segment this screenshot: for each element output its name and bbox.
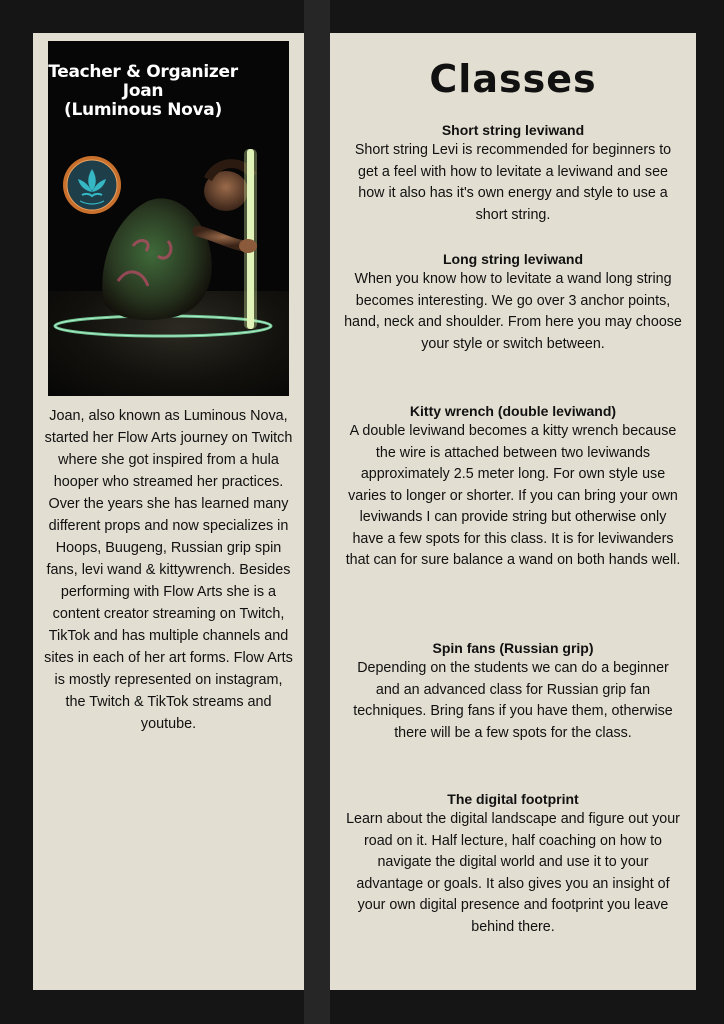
center-divider (304, 0, 330, 1024)
classes-panel (330, 33, 696, 990)
class-item (344, 120, 682, 226)
class-name: Long string leviwand (442, 251, 583, 267)
class-item (344, 401, 682, 572)
title-line-alias: (Luminous Nova) (64, 100, 222, 120)
class-item (344, 249, 682, 355)
class-item (344, 789, 682, 938)
class-name: Kitty wrench (double leviwand) (409, 403, 617, 419)
title-line-name: Joan (122, 81, 164, 101)
class-description: Learn about the digital landscape and figure out your road on it. Half lecture, half coaching on how to navigate the digital world and use it to your advantage or goals. It also gives you an insight of your own digital presence and footprint you leave behind there. (346, 811, 680, 935)
class-name: Spin fans (Russian grip) (432, 640, 594, 656)
teacher-title (48, 63, 238, 120)
class-description: Depending on the students we can do a beginner and an advanced class for Russian grip fan techniques. Bring fans if you have them, otherwise there will be a few spots for the class. (353, 660, 673, 741)
classes-heading: Classes (429, 57, 597, 101)
class-name: The digital footprint (447, 791, 579, 807)
class-name: Short string leviwand (441, 122, 585, 138)
teacher-bio: Joan, also known as Luminous Nova, started her Flow Arts journey on Twitch where she got inspired from a hula hooper who streamed her practices. Over the years she has learned many different props and now specializes in Hoops, Buugeng, Russian grip spin fans, levi wand & kittywrench. Besides performing with Flow Arts she is a content creator streaming on Twitch, TikTok and has multiple channels and sites in each of her art forms. Flow Arts is mostly represented on instagram, the Twitch & TikTok streams and youtube. (44, 408, 293, 732)
class-description: A double leviwand becomes a kitty wrench because the wire is attached between two leviwands approximately 2.5 meter long. For own style use varies to longer or shorter. If you can bring your own leviwands I can provide string but otherwise only have a few spots for this class. It is for leviwanders that can for sure balance a wand on both hands well. (345, 423, 681, 568)
class-description: When you know how to levitate a wand long string becomes interesting. We go over 3 anchor points, hand, neck and shoulder. From here you may choose your style or switch between. (344, 271, 682, 352)
class-item (344, 638, 682, 744)
title-line-role: Teacher & Organizer (48, 62, 238, 82)
class-description: Short string Levi is recommended for beginners to get a feel with how to levitate a leviwand and see how it also has it's own energy and style to use a short string. (354, 142, 672, 223)
teacher-panel (33, 33, 304, 990)
teacher-photo (48, 41, 289, 396)
lotus-logo-icon (62, 155, 122, 215)
